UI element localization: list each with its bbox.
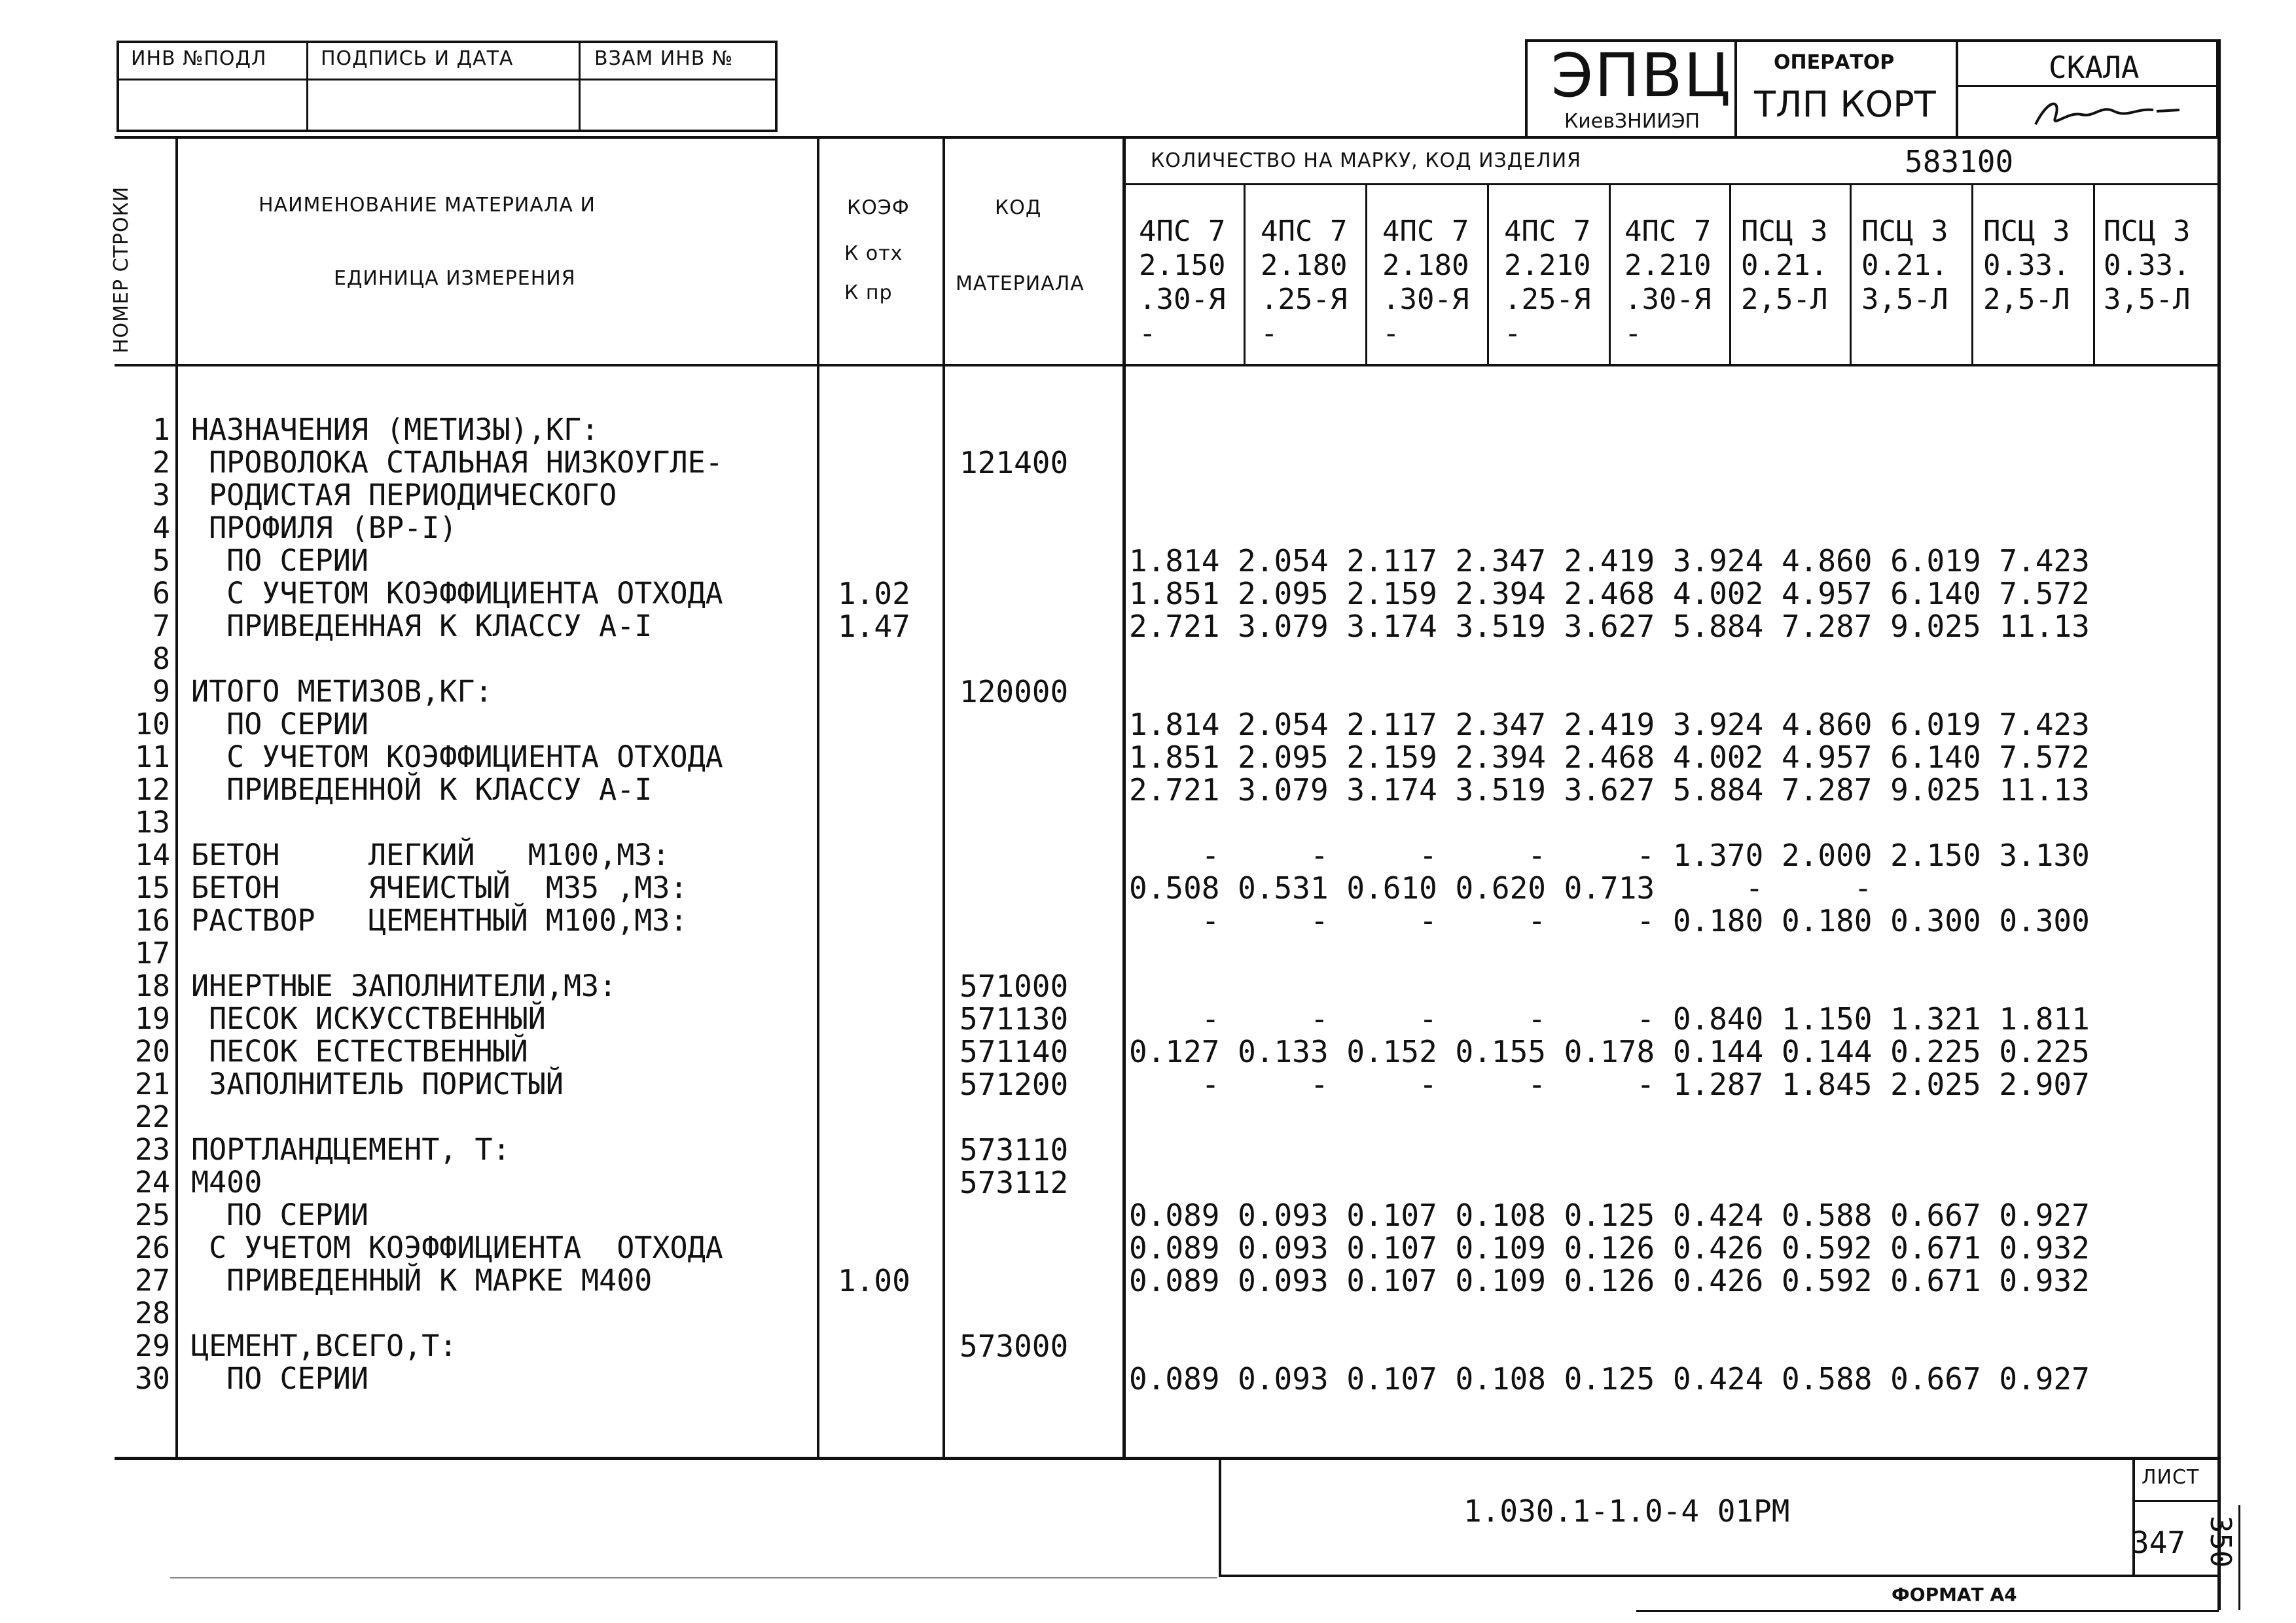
material-name: ПО СЕРИИ	[191, 543, 368, 578]
material-name: ПРОВОЛОКА СТАЛЬНАЯ НИЗКОУГЛЕ-	[191, 445, 723, 480]
row-number: 30	[134, 1361, 170, 1396]
mark-header-4: 4ПС 7 2.210 .25-Я -	[1504, 215, 1591, 350]
row-number: 18	[134, 969, 170, 1003]
header-material-line2: ЕДИНИЦА ИЗМЕРЕНИЯ	[334, 267, 576, 290]
material-name: М400	[191, 1165, 262, 1200]
quantity-values: - - - - - 0.840 1.150 1.321 1.811	[1129, 1001, 2090, 1037]
row-number: 10	[134, 707, 170, 741]
material-name: ПРИВЕДЕННАЯ К КЛАССУ А-I	[191, 609, 653, 643]
material-code: 571000	[960, 969, 1069, 1004]
row-number: 5	[152, 543, 170, 578]
quantity-values: - - - - - 1.287 1.845 2.025 2.907	[1129, 1067, 2090, 1102]
header-code-line2: МАТЕРИАЛА	[956, 272, 1085, 295]
row-number: 8	[152, 641, 170, 676]
stamp-podpis-data: ПОДПИСЬ И ДАТА	[321, 47, 514, 70]
row-number: 28	[134, 1296, 170, 1330]
material-name: ИНЕРТНЫЕ ЗАПОЛНИТЕЛИ,М3:	[191, 969, 617, 1003]
operator-value: ТЛП КОРТ	[1754, 84, 1936, 125]
material-name: С УЧЕТОМ КОЭФФИЦИЕНТА ОТХОДА	[191, 576, 723, 611]
row-number: 7	[152, 609, 170, 643]
material-name: ПРИВЕДЕННОЙ К КЛАССУ А-I	[191, 772, 653, 807]
org-sub: КиевЗНИИЭП	[1564, 110, 1700, 133]
material-code: 120000	[960, 674, 1069, 709]
org-main: ЭПВЦ	[1551, 41, 1732, 111]
row-number: 11	[134, 740, 170, 774]
koef-value: 1.47	[838, 609, 910, 644]
doc-code: 1.030.1-1.0-4 01РМ	[1463, 1493, 1790, 1529]
stamp-inv-podl: ИНВ №ПОДЛ	[131, 47, 267, 70]
header-product-code: 583100	[1905, 144, 2014, 179]
row-number: 1	[152, 412, 170, 447]
row-number: 2	[152, 445, 170, 480]
header-code-line1: КОД	[995, 196, 1042, 219]
quantity-values: 0.089 0.093 0.107 0.108 0.125 0.424 0.588 0.667 0.927	[1129, 1198, 2090, 1233]
koef-value: 1.00	[838, 1263, 910, 1298]
mark-header-9: ПСЦ 3 0.33. 3,5-Л	[2104, 215, 2191, 316]
quantity-values: 0.089 0.093 0.107 0.109 0.126 0.426 0.592 0.671 0.932	[1129, 1263, 2090, 1298]
row-number: 4	[152, 510, 170, 545]
row-number: 3	[152, 478, 170, 512]
header-k-otx: К отх	[844, 242, 903, 265]
row-number: 12	[134, 772, 170, 807]
material-name: ПЕСОК ИСКУССТВЕННЫЙ	[191, 1001, 546, 1036]
row-number: 25	[134, 1198, 170, 1232]
row-number: 29	[134, 1329, 170, 1363]
quantity-values: 2.721 3.079 3.174 3.519 3.627 5.884 7.287 9.025 11.13	[1129, 772, 2090, 808]
quantity-values: 1.814 2.054 2.117 2.347 2.419 3.924 4.860 6.019 7.423	[1129, 543, 2090, 579]
row-number: 15	[134, 870, 170, 905]
material-code: 121400	[960, 445, 1069, 480]
title-block	[1525, 39, 2219, 137]
quantity-values: 1.851 2.095 2.159 2.394 2.468 4.002 4.957 6.140 7.572	[1129, 740, 2090, 775]
sheet-number: 347	[2131, 1525, 2186, 1560]
sheet-label: ЛИСТ	[2142, 1466, 2200, 1489]
mark-header-5: 4ПС 7 2.210 .30-Я -	[1624, 215, 1712, 350]
material-name: ПОРТЛАНДЦЕМЕНТ, Т:	[191, 1132, 511, 1167]
row-number: 22	[134, 1099, 170, 1134]
material-name: ПО СЕРИИ	[191, 707, 368, 741]
operator-label: ОПЕРАТОР	[1774, 51, 1895, 74]
material-code: 573110	[960, 1132, 1069, 1168]
quantity-values: 0.127 0.133 0.152 0.155 0.178 0.144 0.144 0.225 0.225	[1129, 1034, 2090, 1069]
row-number: 26	[134, 1230, 170, 1265]
page-stamp: 350	[2204, 1516, 2237, 1568]
mark-header-2: 4ПС 7 2.180 .25-Я -	[1261, 215, 1348, 350]
material-name: БЕТОН ЯЧЕИСТЫЙ М35 ,М3:	[191, 870, 688, 905]
row-number: 9	[152, 674, 170, 709]
material-name: ПО СЕРИИ	[191, 1198, 368, 1232]
header-k-pr: К пр	[844, 281, 893, 304]
row-number: 21	[134, 1067, 170, 1101]
material-name: ЗАПОЛНИТЕЛЬ ПОРИСТЫЙ	[191, 1067, 564, 1101]
mark-header-1: 4ПС 7 2.150 .30-Я -	[1139, 215, 1226, 350]
material-code: 571200	[960, 1067, 1069, 1102]
material-name: С УЧЕТОМ КОЭФФИЦИЕНТА ОТХОДА	[191, 1230, 723, 1265]
material-name: ПЕСОК ЕСТЕСТВЕННЫЙ	[191, 1034, 528, 1069]
material-code: 571130	[960, 1001, 1069, 1037]
format-label: ФОРМАТ А4	[1892, 1584, 2017, 1605]
material-name: ЦЕМЕНТ,ВСЕГО,Т:	[191, 1329, 457, 1363]
row-number: 19	[134, 1001, 170, 1036]
quantity-values: - - - - - 0.180 0.180 0.300 0.300	[1129, 903, 2090, 938]
material-code: 571140	[960, 1034, 1069, 1069]
system-name: СКАЛА	[2049, 50, 2140, 85]
stamp-block	[117, 41, 778, 132]
header-row-number: НОМЕР СТРОКИ	[110, 186, 133, 353]
quantity-values: 1.814 2.054 2.117 2.347 2.419 3.924 4.860 6.019 7.423	[1129, 707, 2090, 742]
quantity-values: 0.508 0.531 0.610 0.620 0.713 - -	[1129, 870, 1873, 906]
header-quantity: КОЛИЧЕСТВО НА МАРКУ, КОД ИЗДЕЛИЯ	[1151, 149, 1582, 172]
material-code: 573000	[960, 1329, 1069, 1364]
mark-header-3: 4ПС 7 2.180 .30-Я -	[1382, 215, 1469, 350]
quantity-values: - - - - - 1.370 2.000 2.150 3.130	[1129, 838, 2090, 873]
row-number: 6	[152, 576, 170, 611]
material-name: С УЧЕТОМ КОЭФФИЦИЕНТА ОТХОДА	[191, 740, 723, 774]
stamp-vzam-inv: ВЗАМ ИНВ №	[594, 47, 734, 70]
row-number: 24	[134, 1165, 170, 1200]
row-number: 27	[134, 1263, 170, 1298]
signature-icon	[2022, 92, 2193, 134]
row-number: 23	[134, 1132, 170, 1167]
material-name: ПРОФИЛЯ (ВР-I)	[191, 510, 457, 545]
material-name: БЕТОН ЛЕГКИЙ М100,М3:	[191, 838, 670, 872]
material-name: ПО СЕРИИ	[191, 1361, 368, 1396]
row-number: 14	[134, 838, 170, 872]
mark-header-6: ПСЦ 3 0.21. 2,5-Л	[1741, 215, 1828, 316]
quantity-values: 0.089 0.093 0.107 0.109 0.126 0.426 0.592 0.671 0.932	[1129, 1230, 2090, 1266]
material-name: НАЗНАЧЕНИЯ (МЕТИЗЫ),КГ:	[191, 412, 600, 447]
material-name: РОДИСТАЯ ПЕРИОДИЧЕСКОГО	[191, 478, 617, 512]
material-code: 573112	[960, 1165, 1069, 1200]
material-name: ПРИВЕДЕННЫЙ К МАРКЕ М400	[191, 1263, 653, 1298]
header-koef: КОЭФ	[847, 196, 910, 219]
quantity-values: 2.721 3.079 3.174 3.519 3.627 5.884 7.287 9.025 11.13	[1129, 609, 2090, 644]
mark-header-7: ПСЦ 3 0.21. 3,5-Л	[1861, 215, 1948, 316]
mark-header-8: ПСЦ 3 0.33. 2,5-Л	[1983, 215, 2070, 316]
row-number: 17	[134, 936, 170, 971]
koef-value: 1.02	[838, 576, 910, 611]
quantity-values: 1.851 2.095 2.159 2.394 2.468 4.002 4.957 6.140 7.572	[1129, 576, 2090, 611]
row-number: 16	[134, 903, 170, 938]
row-number: 20	[134, 1034, 170, 1069]
material-name: РАСТВОР ЦЕМЕНТНЫЙ М100,М3:	[191, 903, 688, 938]
quantity-values: 0.089 0.093 0.107 0.108 0.125 0.424 0.588 0.667 0.927	[1129, 1361, 2090, 1397]
material-name: ИТОГО МЕТИЗОВ,КГ:	[191, 674, 493, 709]
header-material-line1: НАИМЕНОВАНИЕ МАТЕРИАЛА И	[259, 194, 596, 217]
row-number: 13	[134, 805, 170, 840]
